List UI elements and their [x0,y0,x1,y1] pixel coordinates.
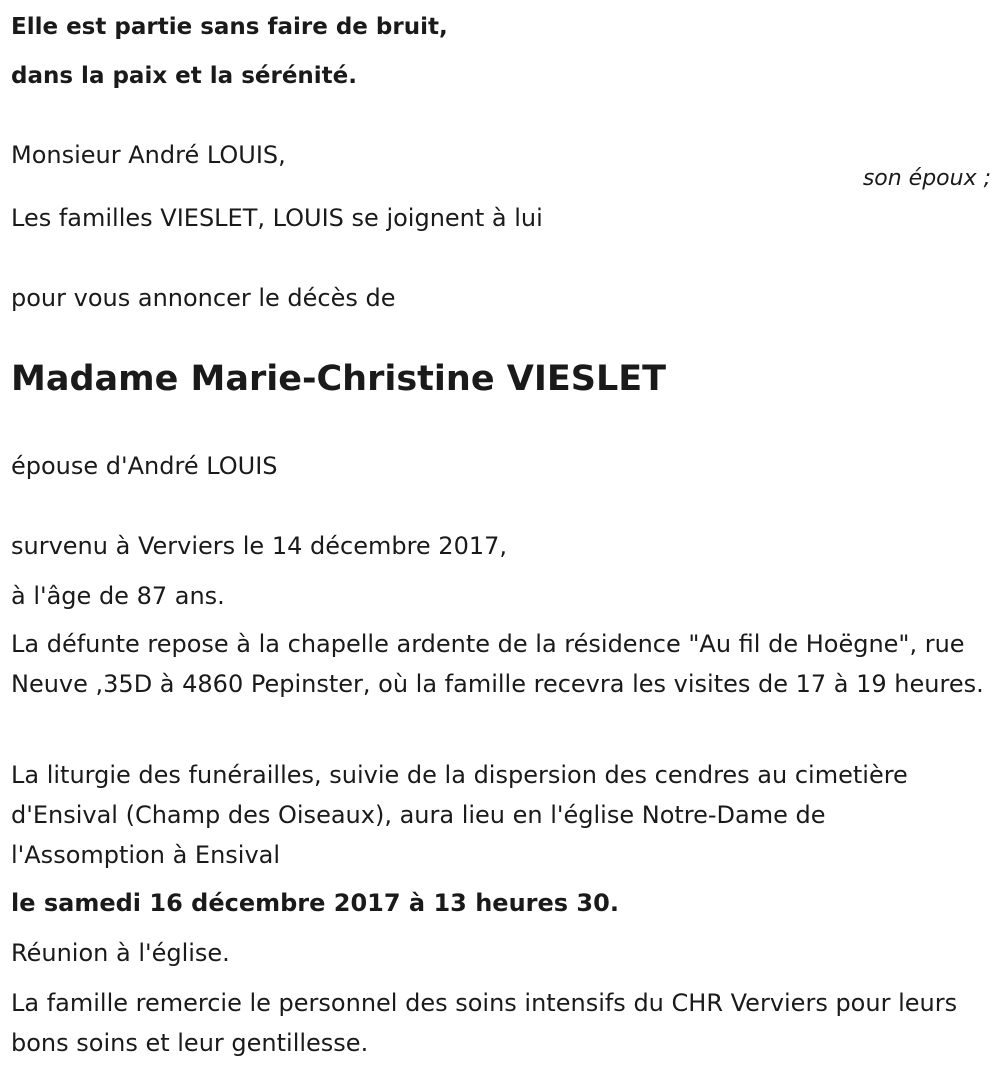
families-line: Les familles VIESLET, LOUIS se joignent à lui [11,204,543,232]
spouse-name: Monsieur André LOUIS, [11,141,286,169]
funeral-paragraph: La liturgie des funérailles, suivie de la dispersion des cendres au cimetière d'Ensival (Champ des Oiseaux), aura lieu en l'église Notre-Dame de l'Assomption à Ensival [11,761,908,869]
intro-line-1: Elle est partie sans faire de bruit, [11,14,448,40]
death-place-date: survenu à Verviers le 14 décembre 2017, [11,532,508,560]
visitation-paragraph: La défunte repose à la chapelle ardente de la résidence "Au fil de Hoëgne", rue Neuve ,35D à 4860 Pepinster, où la famille recevra les visites de 17 à 19 heures. [11,630,984,698]
announcement-line: pour vous annoncer le décès de [11,284,396,312]
thanks-paragraph: La famille remercie le personnel des soins intensifs du CHR Verviers pour leurs bons soins et leur gentillesse. [11,989,958,1057]
spouse-role: son époux ; [862,166,991,191]
deceased-relation: épouse d'André LOUIS [11,452,278,480]
death-age: à l'âge de 87 ans. [11,582,225,610]
meeting-line: Réunion à l'église. [11,939,230,967]
intro-line-2: dans la paix et la sérénité. [11,63,358,89]
funeral-datetime: le samedi 16 décembre 2017 à 13 heures 30. [11,889,619,917]
deceased-name: Madame Marie-Christine VIESLET [11,359,667,399]
